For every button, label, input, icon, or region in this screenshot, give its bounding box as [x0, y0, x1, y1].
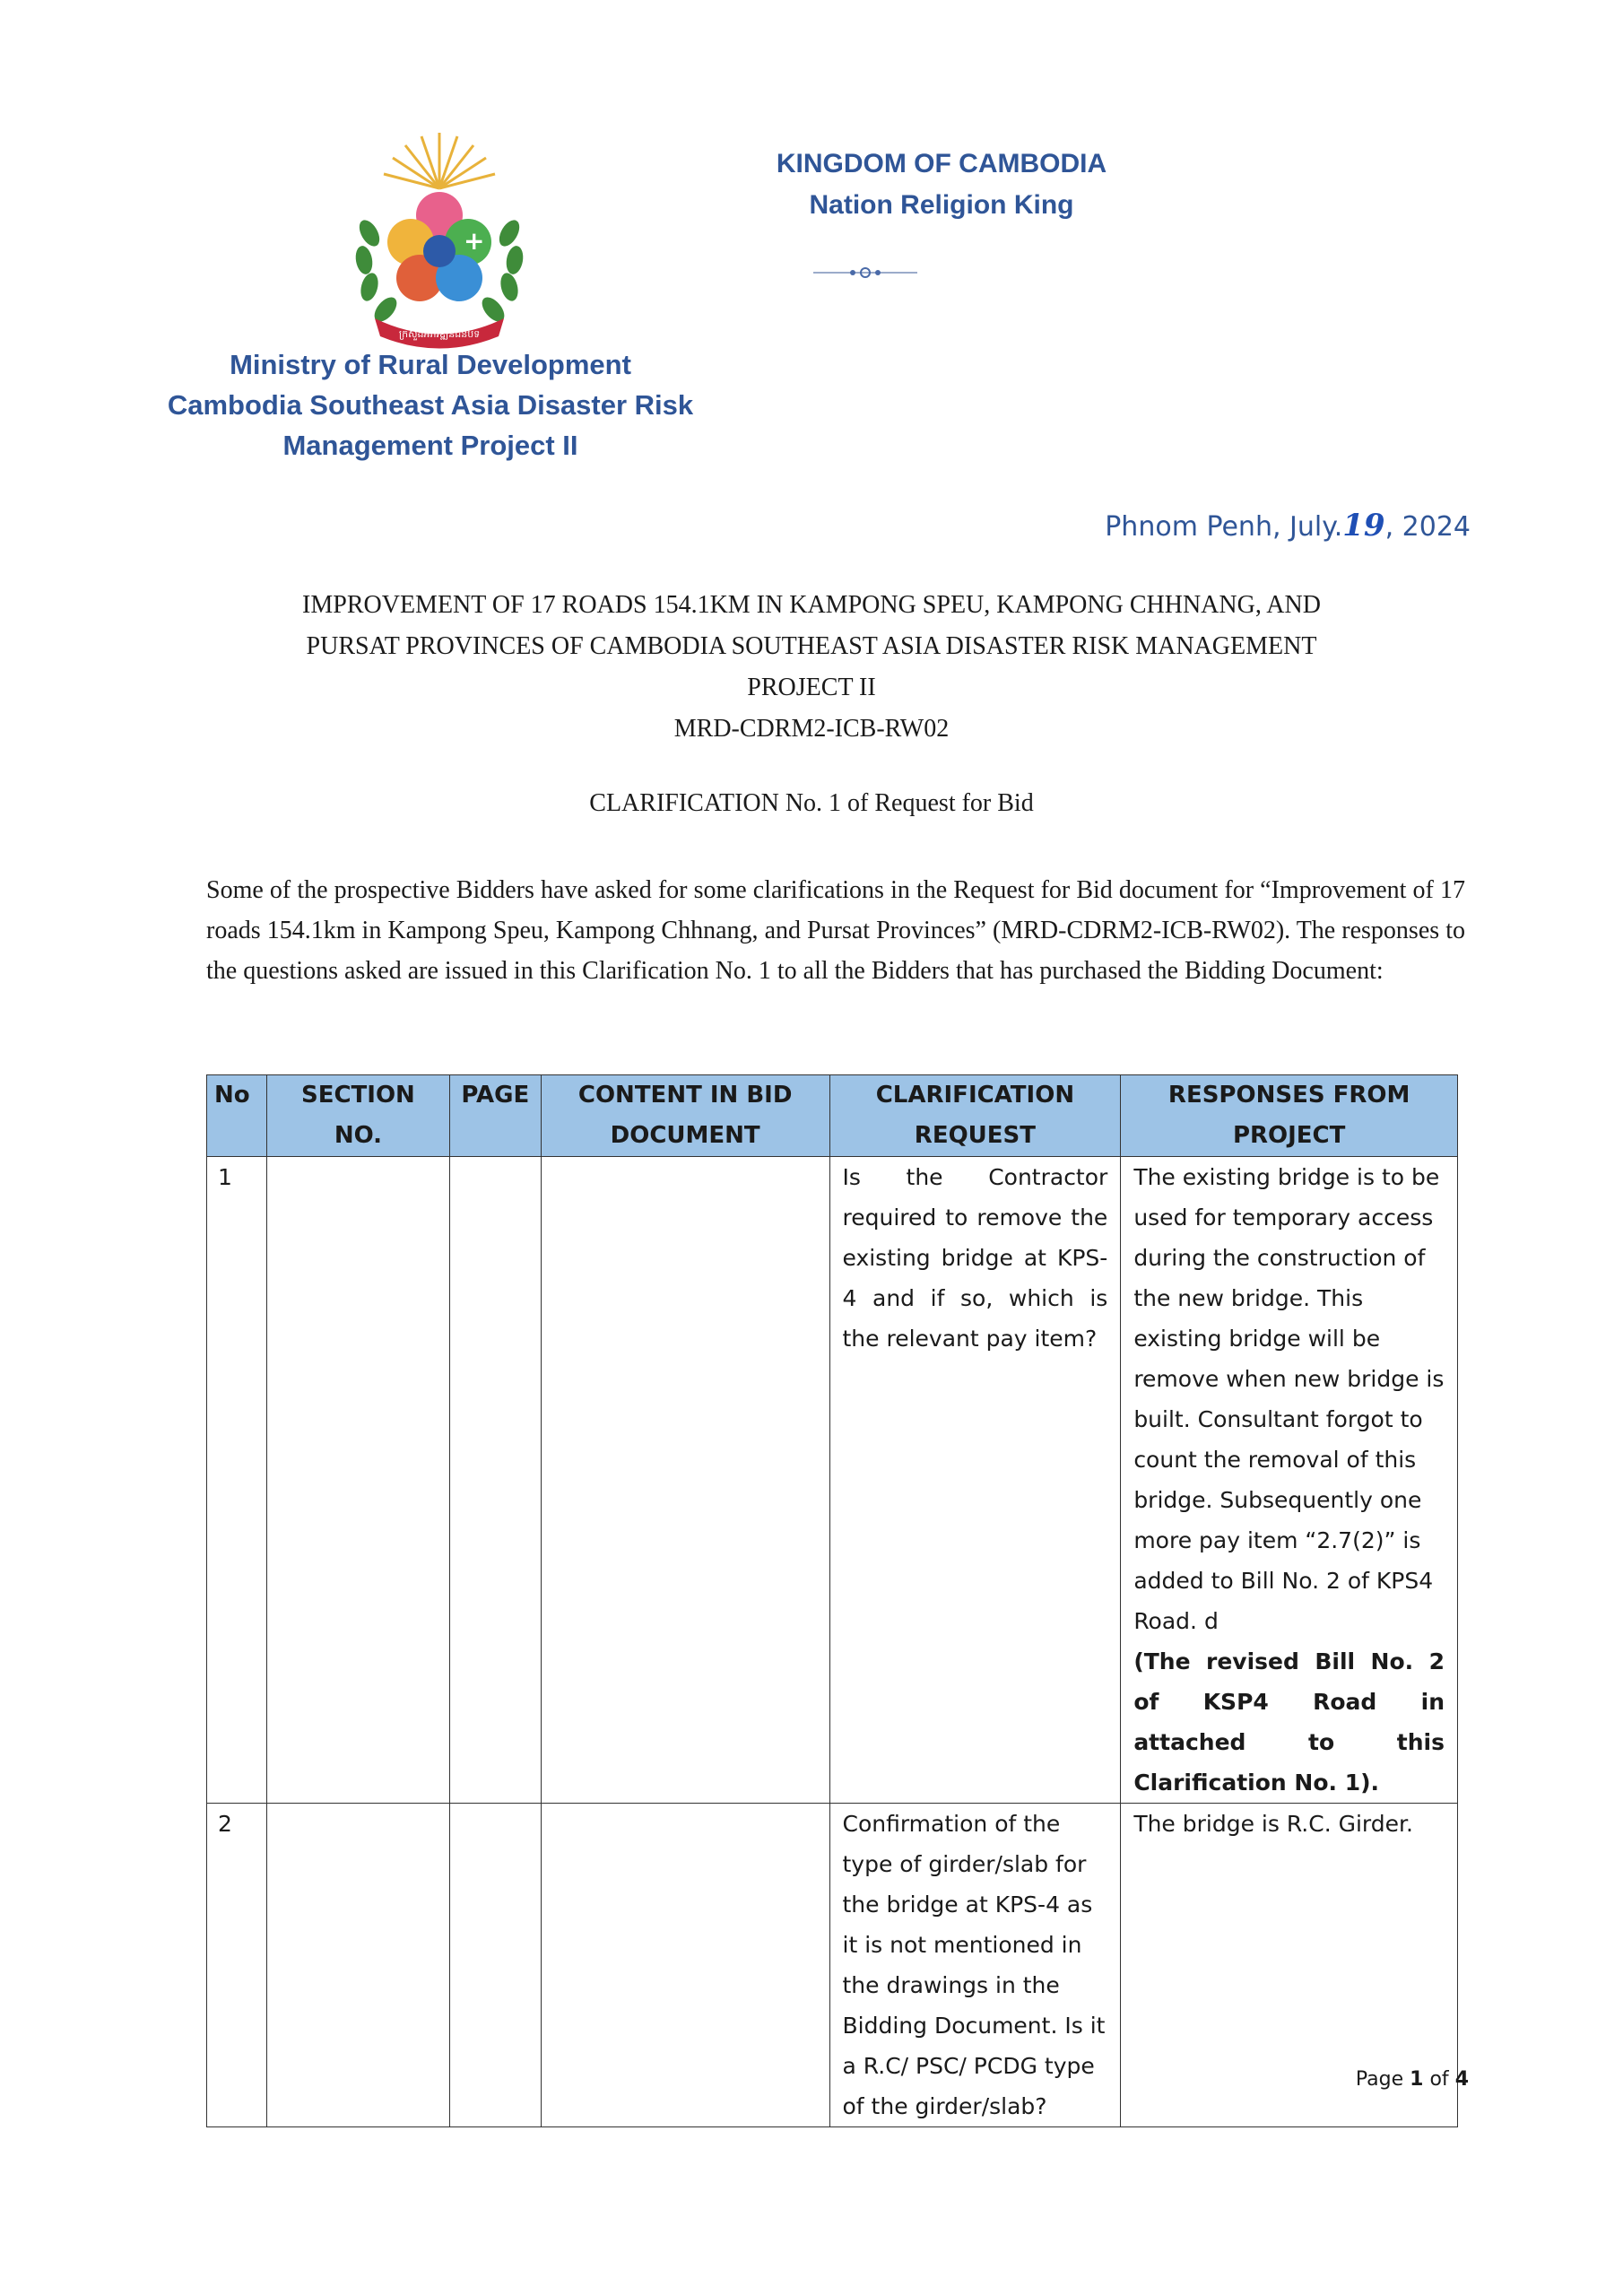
row-response — [1121, 1157, 1458, 1804]
row-content — [541, 1157, 829, 1804]
logo-ribbon-text: ក្រសួងអភិវឌ្ឍន៍ជនបទ — [398, 328, 481, 340]
page-of: of — [1429, 2068, 1449, 2091]
project-title-line2: PURSAT PROVINCES OF CAMBODIA SOUTHEAST ASIA DISASTER RISK MANAGEMENT — [306, 632, 1317, 660]
header-page: PAGE — [449, 1075, 541, 1157]
svg-text:+: + — [464, 226, 485, 256]
row-request: Is the Contractor required to remove the existing bridge at KPS-4 and if so, which is the relevant pay item? — [829, 1157, 1121, 1804]
national-motto: Nation Religion King — [809, 190, 1074, 220]
project-title-line1: IMPROVEMENT OF 17 ROADS 154.1KM IN KAMPONG SPEU, KAMPONG CHHNANG, AND — [302, 591, 1321, 619]
project-name-line1: Cambodia Southeast Asia Disaster Risk — [167, 389, 694, 421]
page-total: 4 — [1454, 2068, 1469, 2091]
date-year: , 2024 — [1384, 511, 1471, 543]
row-response-note: (The revised Bill No. 2 of KSP4 Road in attached to this Clarification No. 1). — [1133, 1648, 1445, 1796]
row-page — [449, 1804, 541, 2127]
kingdom-heading — [628, 144, 1255, 226]
header-section: SECTION NO. — [266, 1075, 449, 1157]
date-prefix: Phnom Penh, July. — [1105, 511, 1343, 543]
row-request: Confirmation of the type of girder/slab for the bridge at KPS-4 as it is not mentioned in the drawings in the Bidding Document. Is it a R.C/ PSC/ PCDG type of the girder/slab? — [829, 1804, 1121, 2127]
project-title-line3: PROJECT II — [747, 674, 876, 701]
header-request: CLARIFICATION REQUEST — [829, 1075, 1121, 1157]
project-name-line2: Management Project II — [282, 430, 578, 461]
kingdom-title: KINGDOM OF CAMBODIA — [776, 149, 1107, 178]
row-response: The bridge is R.C. Girder. — [1121, 1804, 1458, 2127]
row-no: 2 — [207, 1804, 267, 2127]
header-no: No — [207, 1075, 267, 1157]
clarification-table — [206, 1074, 1458, 2127]
place-and-date — [1105, 508, 1471, 544]
page-label: Page — [1355, 2068, 1404, 2091]
table-header-row — [207, 1075, 1458, 1157]
ornament-divider — [812, 265, 919, 280]
row-page — [449, 1157, 541, 1804]
date-day-handwritten: 19 — [1342, 508, 1385, 544]
intro-paragraph: Some of the prospective Bidders have asked for some clarifications in the Request for Bid document for “Improvement of 17 roads 154.1km in Kampong Speu, Kampong Chhnang, and Pursat Provinces” (MRD-CDRM2-ICB-RW02). The responses to the questions asked are issued in this Clarification No. 1 to all the Bidders that has purchased the Bidding Document: — [206, 876, 1465, 985]
table-row — [207, 1804, 1458, 2127]
project-title — [206, 585, 1417, 750]
row-no: 1 — [207, 1157, 267, 1804]
header-response: RESPONSES FROM PROJECT — [1121, 1075, 1458, 1157]
row-content — [541, 1804, 829, 2127]
row-section — [266, 1804, 449, 2127]
page-current: 1 — [1410, 2068, 1424, 2091]
page-number — [1356, 2068, 1469, 2091]
header-content: CONTENT IN BID DOCUMENT — [541, 1075, 829, 1157]
ministry-emblem-logo — [332, 126, 547, 350]
clarification-title: CLARIFICATION No. 1 of Request for Bid — [589, 789, 1034, 817]
ministry-heading — [135, 344, 726, 465]
row-section — [266, 1157, 449, 1804]
project-code: MRD-CDRM2-ICB-RW02 — [673, 715, 950, 743]
row-response-text: The existing bridge is to be used for temporary access during the construction of the new bridge. This existing bridge will be remove when new bridge is built. Consultant forgot to count the removal of this bridge. Subsequently one more pay item “2.7(2)” is added to Bill No. 2 of KPS4 Road. d — [1133, 1164, 1445, 1634]
table-row — [207, 1157, 1458, 1804]
ministry-name: Ministry of Rural Development — [230, 349, 631, 380]
